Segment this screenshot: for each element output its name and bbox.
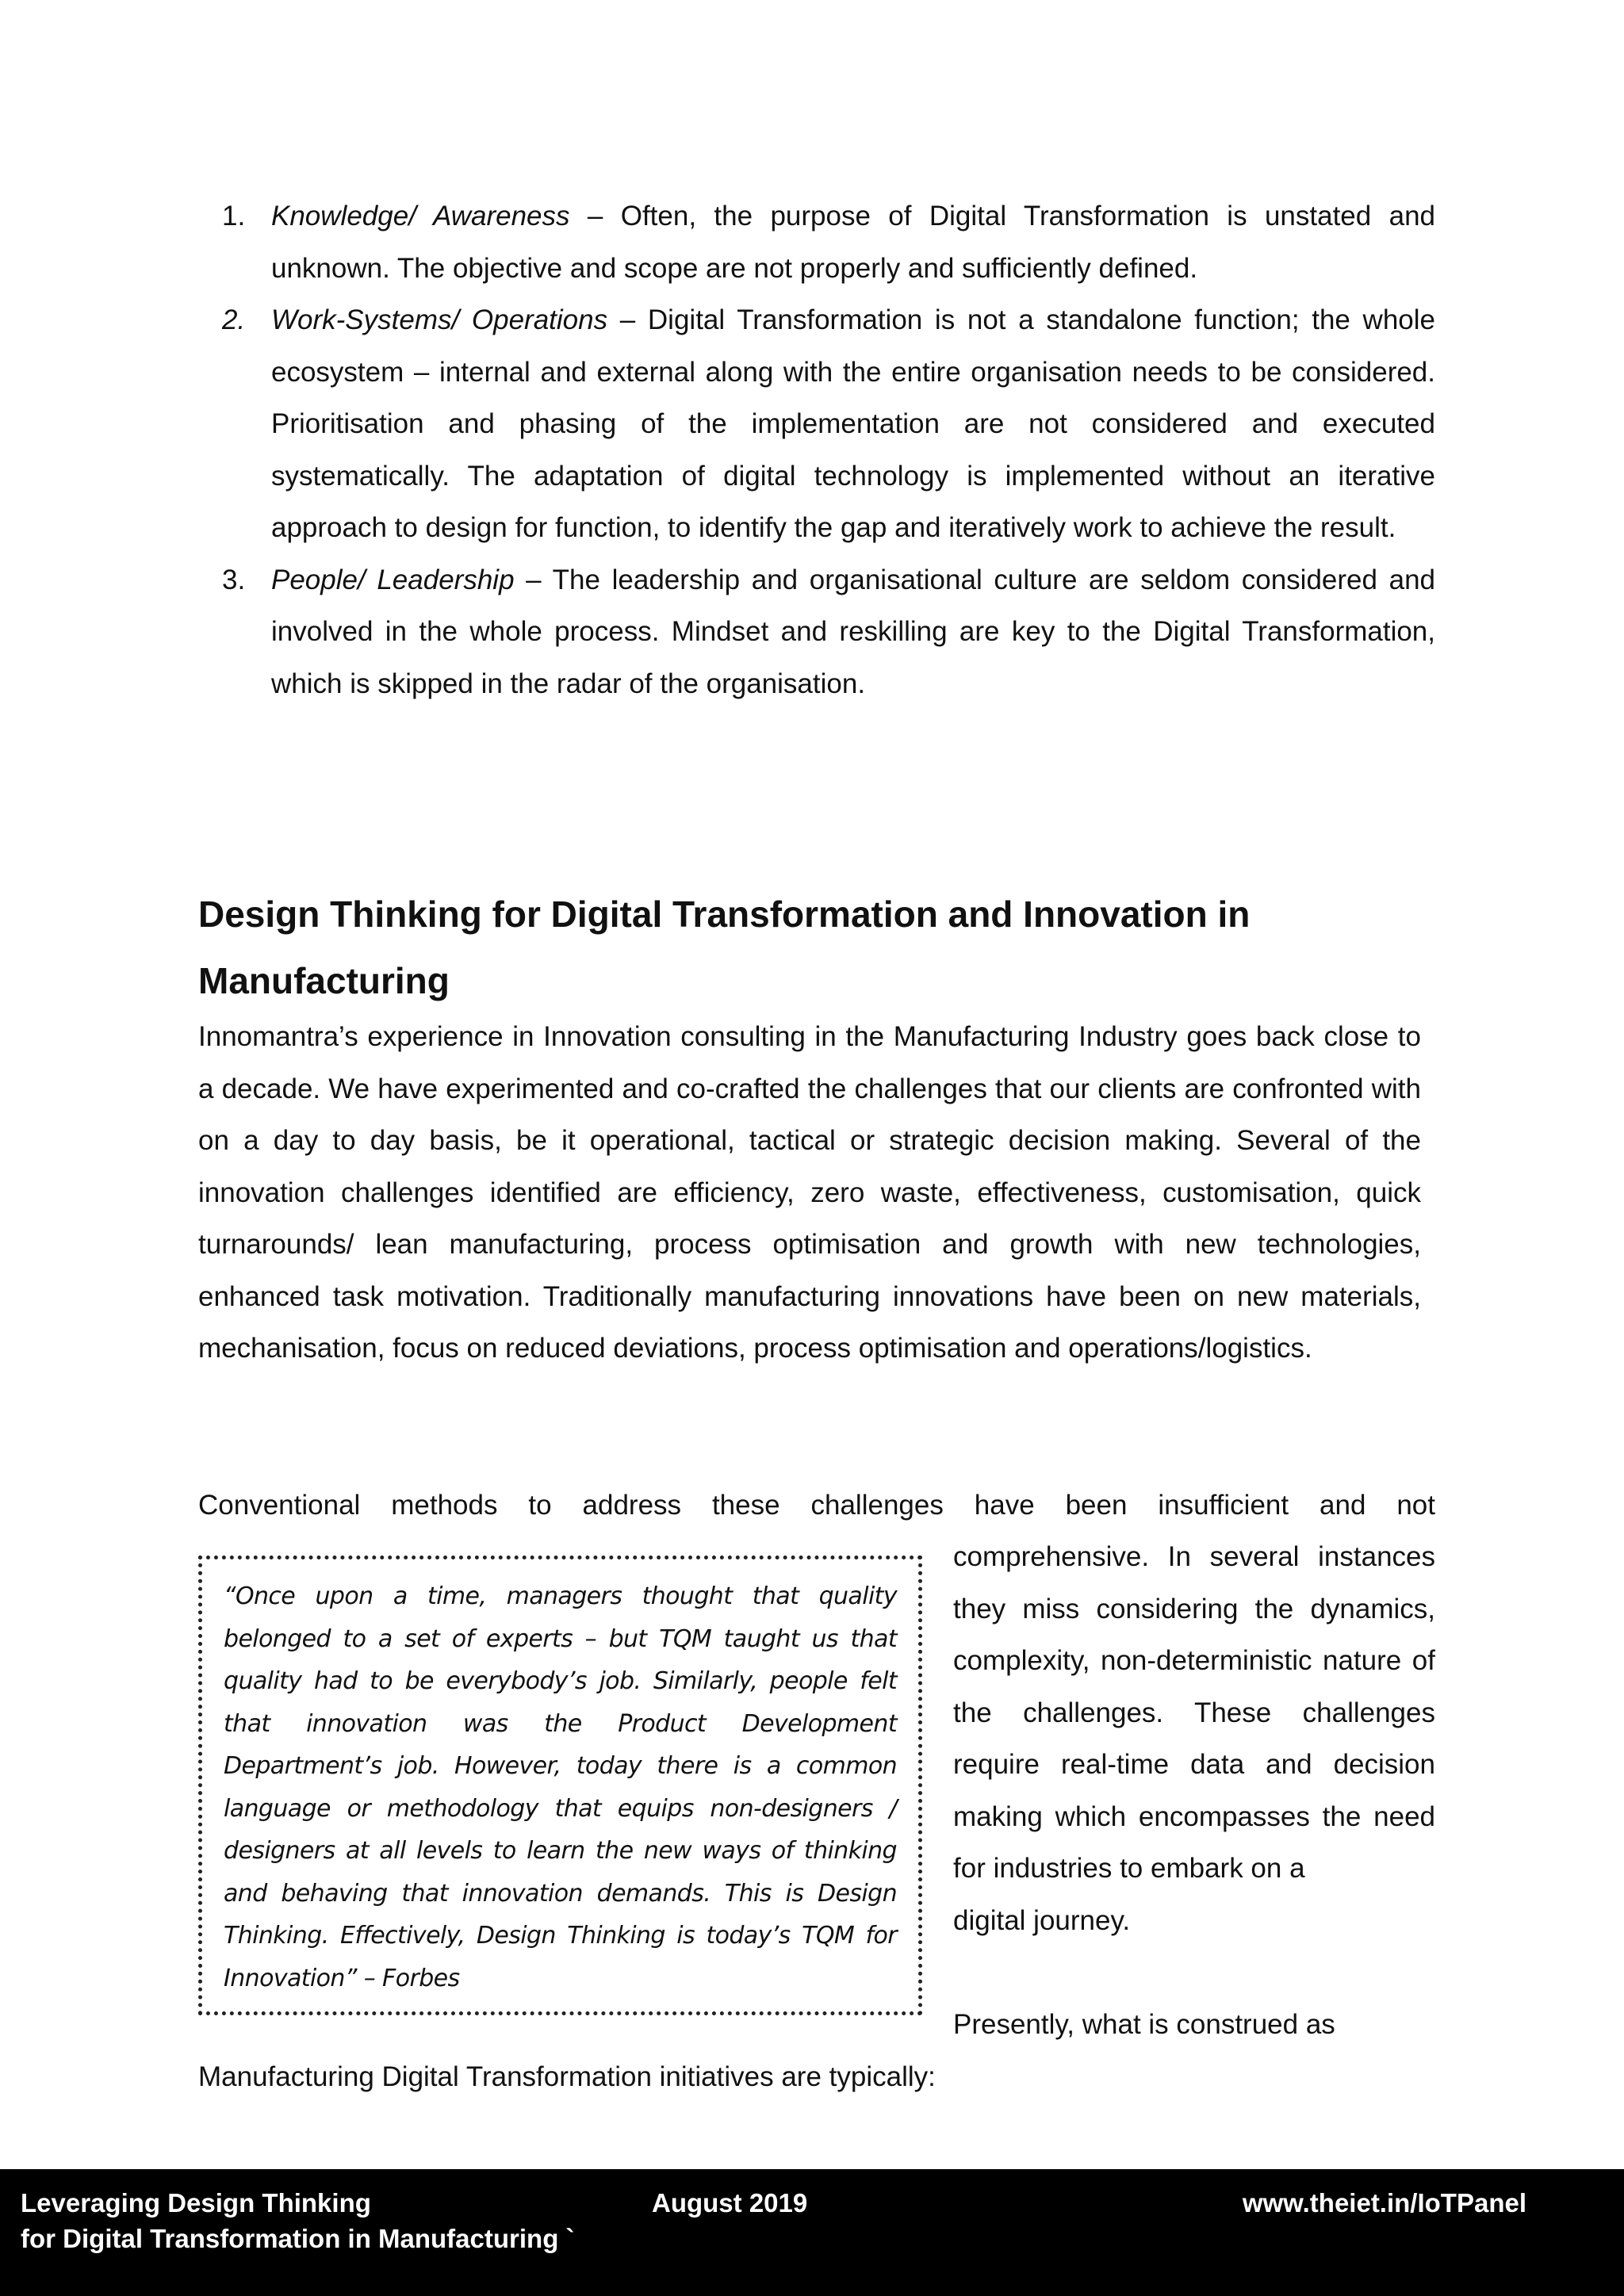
list-number: 2.: [222, 304, 246, 335]
list-item: [222, 190, 1435, 294]
list-text: – The leadership and organisational culture are seldom considered and involved in the whole process. Mindset and reskilling are key to the Digital Transformation, which is skipped in the radar of the organisation.: [271, 564, 1436, 699]
quote-text: “Once upon a time, managers thought that quality belonged to a set of experts – but TQM taught us that quality had to be everybody’s job. Similarly, people felt that innovation was the Product Development Department’s job. However, today there is a common language or methodology that equips non-designers / designers at all levels to learn the new ways of thinking and behaving that innovation demands. This is Design Thinking. Effectively, Design Thinking is today’s TQM for Innovation” – Forbes: [224, 1582, 897, 1992]
presently-paragraph-second-line: Manufacturing Digital Transformation initiatives are typically:: [198, 2061, 936, 2092]
footer-url: www.theiet.in/IoTPanel: [1242, 2188, 1526, 2218]
list-text: – Digital Transformation is not a standalone function; the whole ecosystem – internal and external along with the entire organisation needs to be considered. Prioritisation and phasing of the implementation are not considered and executed systematically. The adaptation of digital technology is implemented without an iterative approach to design for function, to identify the gap and iteratively work to achieve the result.: [271, 304, 1436, 543]
list-term: Work-Systems/ Operations: [271, 304, 608, 335]
list-term: Knowledge/ Awareness: [271, 201, 570, 232]
footer-title: [21, 2185, 575, 2256]
conventional-paragraph-last-line: digital journey.: [953, 1904, 1131, 1936]
page-footer: [0, 2169, 1624, 2296]
quote-box: [198, 1556, 922, 2015]
conventional-paragraph-body: comprehensive. In several instances they miss considering the dynamics, complexity, non-deterministic nature of the challenges. These challenges require real-time data and decision making which encompasses the need for industries to embark on a: [953, 1541, 1435, 1884]
presently-paragraph-first-line: Presently, what is construed as: [953, 2009, 1335, 2040]
conventional-paragraph-wrap: [953, 1531, 1435, 1946]
list-term: People/ Leadership: [271, 564, 515, 595]
intro-paragraph: Innomantra’s experience in Innovation consulting in the Manufacturing Industry goes back close to a decade. We have experimented and co-crafted the challenges that our clients are confronted with on a day to day basis, be it operational, tactical or strategic decision making. Several of the innovation challenges identified are efficiency, zero waste, effectiveness, customisation, quick turnarounds/ lean manufacturing, process optimisation and growth with new technologies, enhanced task motivation. Traditionally manufacturing innovations have been on new materials, mechanisation, focus on reduced deviations, process optimisation and operations/logistics.: [198, 1021, 1421, 1364]
challenge-list: [222, 190, 1435, 710]
list-item: [222, 554, 1435, 710]
list-text: – Often, the purpose of Digital Transformation is unstated and unknown. The objective and scope are not properly and sufficiently defined.: [271, 201, 1436, 284]
section-heading: Design Thinking for Digital Transformation and Innovation in Manufacturing: [198, 894, 1251, 1001]
conventional-paragraph-first-line: Conventional methods to address these challenges have been insufficient and not: [198, 1490, 1435, 1521]
list-item: [222, 294, 1435, 554]
footer-title-line2: for Digital Transformation in Manufacturing `: [21, 2224, 575, 2253]
list-number: 1.: [222, 201, 246, 232]
list-number: 3.: [222, 564, 246, 595]
footer-date: August 2019: [652, 2188, 808, 2218]
footer-title-line1: Leveraging Design Thinking: [21, 2188, 371, 2218]
